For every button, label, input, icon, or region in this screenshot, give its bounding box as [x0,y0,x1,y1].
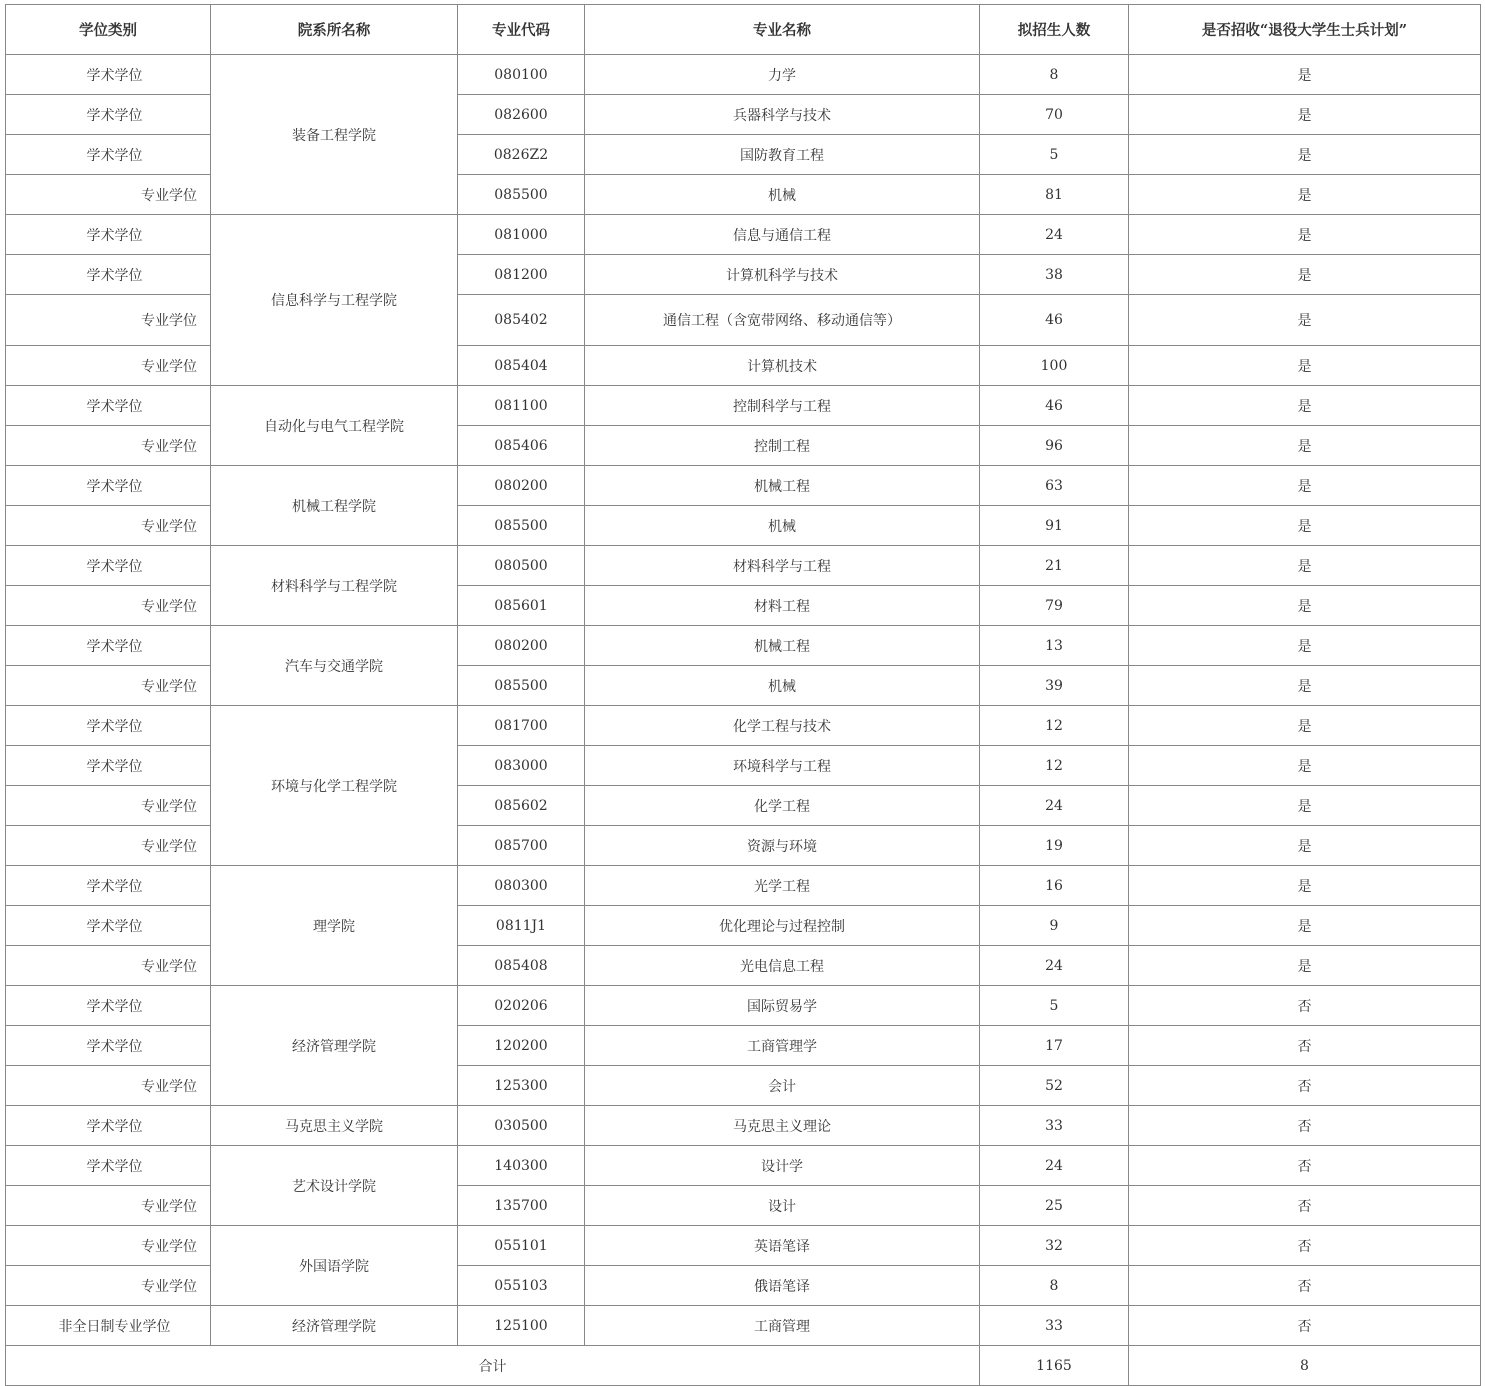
degree-type-cell [6,1306,211,1346]
degree-type-label: 非全日制专业学位 [58,1318,171,1335]
admissions-table-container [5,4,1481,1386]
planned-enrollment-cell: 81 [980,175,1129,215]
major-name-cell: 国际贸易学 [585,986,980,1026]
table-row [6,986,1481,1026]
degree-type-cell [6,986,211,1026]
degree-type-label: 专业学位 [141,1078,197,1095]
major-name-cell: 控制科学与工程 [585,386,980,426]
veteran-plan-cell: 是 [1129,946,1481,986]
planned-enrollment-cell: 100 [980,346,1129,386]
degree-type-cell [6,786,211,826]
planned-enrollment-cell: 12 [980,746,1129,786]
degree-type-label: 学术学位 [86,998,143,1015]
major-code-cell: 085408 [458,946,585,986]
degree-type-cell [6,426,211,466]
degree-type-cell [6,55,211,95]
table-row [6,386,1481,426]
major-name-cell: 机械工程 [585,466,980,506]
major-name-cell: 信息与通信工程 [585,215,980,255]
degree-type-label: 专业学位 [141,678,197,695]
planned-enrollment-cell: 24 [980,946,1129,986]
degree-type-label: 专业学位 [141,1238,197,1255]
total-count: 1165 [980,1346,1129,1386]
degree-type-cell [6,1226,211,1266]
veteran-plan-cell: 是 [1129,426,1481,466]
degree-type-label: 学术学位 [86,1038,143,1055]
major-code-cell: 085500 [458,175,585,215]
veteran-plan-cell: 否 [1129,1106,1481,1146]
major-name-cell: 控制工程 [585,426,980,466]
veteran-plan-cell: 否 [1129,1026,1481,1066]
veteran-plan-cell: 否 [1129,1226,1481,1266]
college-cell: 理学院 [211,866,458,986]
college-cell: 装备工程学院 [211,55,458,215]
major-name-cell: 光电信息工程 [585,946,980,986]
planned-enrollment-cell: 32 [980,1226,1129,1266]
degree-type-label: 学术学位 [86,878,143,895]
degree-type-label: 学术学位 [86,267,143,284]
major-name-cell: 机械 [585,506,980,546]
major-name-cell: 工商管理 [585,1306,980,1346]
major-code-cell: 081200 [458,255,585,295]
major-code-cell: 081000 [458,215,585,255]
degree-type-cell [6,586,211,626]
college-cell: 自动化与电气工程学院 [211,386,458,466]
degree-type-cell [6,506,211,546]
major-name-cell: 光学工程 [585,866,980,906]
major-code-cell: 080300 [458,866,585,906]
planned-enrollment-cell: 63 [980,466,1129,506]
table-row [6,706,1481,746]
table-row [6,215,1481,255]
planned-enrollment-cell: 38 [980,255,1129,295]
header-major-name: 专业名称 [585,5,980,55]
planned-enrollment-cell: 33 [980,1306,1129,1346]
planned-enrollment-cell: 46 [980,295,1129,346]
degree-type-label: 学术学位 [86,558,143,575]
degree-type-label: 学术学位 [86,638,143,655]
college-cell: 艺术设计学院 [211,1146,458,1226]
veteran-plan-cell: 是 [1129,135,1481,175]
degree-type-cell [6,1146,211,1186]
total-row [6,1346,1481,1386]
major-name-cell: 通信工程（含宽带网络、移动通信等） [585,295,980,346]
veteran-plan-cell: 否 [1129,1146,1481,1186]
veteran-plan-cell: 否 [1129,1186,1481,1226]
major-code-cell: 085700 [458,826,585,866]
degree-type-cell [6,1106,211,1146]
major-code-cell: 081700 [458,706,585,746]
veteran-plan-cell: 是 [1129,866,1481,906]
table-row [6,1306,1481,1346]
degree-type-cell [6,1266,211,1306]
college-cell: 材料科学与工程学院 [211,546,458,626]
major-code-cell: 085406 [458,426,585,466]
planned-enrollment-cell: 17 [980,1026,1129,1066]
major-code-cell: 140300 [458,1146,585,1186]
degree-type-label: 专业学位 [141,598,197,615]
major-code-cell: 082600 [458,95,585,135]
degree-type-cell [6,666,211,706]
table-row [6,1146,1481,1186]
major-name-cell: 计算机科学与技术 [585,255,980,295]
major-code-cell: 085601 [458,586,585,626]
major-code-cell: 120200 [458,1026,585,1066]
degree-type-label: 学术学位 [86,147,143,164]
college-cell: 经济管理学院 [211,986,458,1106]
degree-type-label: 专业学位 [141,358,197,375]
major-name-cell: 资源与环境 [585,826,980,866]
degree-type-label: 专业学位 [141,438,197,455]
table-row [6,866,1481,906]
veteran-plan-cell: 是 [1129,386,1481,426]
veteran-plan-cell: 是 [1129,746,1481,786]
table-body [6,55,1481,1346]
degree-type-cell [6,95,211,135]
total-veteran: 8 [1129,1346,1481,1386]
veteran-plan-cell: 是 [1129,255,1481,295]
veteran-plan-cell: 是 [1129,706,1481,746]
degree-type-cell [6,946,211,986]
major-code-cell: 080500 [458,546,585,586]
planned-enrollment-cell: 46 [980,386,1129,426]
major-name-cell: 材料工程 [585,586,980,626]
major-code-cell: 081100 [458,386,585,426]
major-name-cell: 机械 [585,175,980,215]
veteran-plan-cell: 是 [1129,506,1481,546]
major-name-cell: 俄语笔译 [585,1266,980,1306]
degree-type-cell [6,295,211,346]
veteran-plan-cell: 是 [1129,586,1481,626]
major-name-cell: 设计 [585,1186,980,1226]
header-major-code: 专业代码 [458,5,585,55]
major-code-cell: 030500 [458,1106,585,1146]
degree-type-cell [6,746,211,786]
table-row [6,466,1481,506]
degree-type-cell [6,826,211,866]
major-name-cell: 环境科学与工程 [585,746,980,786]
planned-enrollment-cell: 91 [980,506,1129,546]
college-cell: 机械工程学院 [211,466,458,546]
degree-type-label: 学术学位 [86,227,143,244]
major-name-cell: 化学工程与技术 [585,706,980,746]
planned-enrollment-cell: 33 [980,1106,1129,1146]
veteran-plan-cell: 否 [1129,1266,1481,1306]
veteran-plan-cell: 是 [1129,626,1481,666]
degree-type-cell [6,1186,211,1226]
planned-enrollment-cell: 19 [980,826,1129,866]
major-name-cell: 化学工程 [585,786,980,826]
degree-type-label: 专业学位 [141,518,197,535]
college-cell: 外国语学院 [211,1226,458,1306]
major-name-cell: 会计 [585,1066,980,1106]
veteran-plan-cell: 是 [1129,55,1481,95]
planned-enrollment-cell: 52 [980,1066,1129,1106]
degree-type-label: 学术学位 [86,1158,143,1175]
degree-type-label: 专业学位 [141,1198,197,1215]
major-code-cell: 080200 [458,626,585,666]
degree-type-label: 学术学位 [86,918,143,935]
major-name-cell: 英语笔译 [585,1226,980,1266]
planned-enrollment-cell: 70 [980,95,1129,135]
major-code-cell: 085602 [458,786,585,826]
veteran-plan-cell: 否 [1129,986,1481,1026]
degree-type-cell [6,175,211,215]
header-planned-enrollment: 拟招生人数 [980,5,1129,55]
planned-enrollment-cell: 96 [980,426,1129,466]
planned-enrollment-cell: 13 [980,626,1129,666]
major-code-cell: 085402 [458,295,585,346]
planned-enrollment-cell: 5 [980,135,1129,175]
degree-type-cell [6,466,211,506]
table-footer [6,1346,1481,1386]
degree-type-label: 学术学位 [86,478,143,495]
degree-type-label: 专业学位 [141,313,197,329]
veteran-plan-cell: 否 [1129,1306,1481,1346]
major-code-cell: 080100 [458,55,585,95]
planned-enrollment-cell: 25 [980,1186,1129,1226]
total-label: 合计 [6,1346,980,1386]
college-cell: 经济管理学院 [211,1306,458,1346]
major-code-cell: 125100 [458,1306,585,1346]
planned-enrollment-cell: 16 [980,866,1129,906]
veteran-plan-cell: 是 [1129,826,1481,866]
degree-type-label: 专业学位 [141,798,197,815]
degree-type-label: 学术学位 [86,758,143,775]
header-veteran-plan: 是否招收“退役大学生士兵计划” [1129,5,1481,55]
major-code-cell: 055103 [458,1266,585,1306]
major-code-cell: 083000 [458,746,585,786]
degree-type-cell [6,346,211,386]
degree-type-cell [6,546,211,586]
degree-type-label: 学术学位 [86,718,143,735]
major-code-cell: 055101 [458,1226,585,1266]
major-code-cell: 085500 [458,506,585,546]
planned-enrollment-cell: 8 [980,1266,1129,1306]
major-code-cell: 085404 [458,346,585,386]
major-name-cell: 机械 [585,666,980,706]
degree-type-cell [6,1026,211,1066]
planned-enrollment-cell: 21 [980,546,1129,586]
admissions-table [5,4,1481,1386]
veteran-plan-cell: 是 [1129,346,1481,386]
major-name-cell: 马克思主义理论 [585,1106,980,1146]
major-code-cell: 085500 [458,666,585,706]
degree-type-label: 学术学位 [86,107,143,124]
degree-type-label: 学术学位 [86,67,143,84]
table-row [6,55,1481,95]
degree-type-cell [6,386,211,426]
degree-type-cell [6,255,211,295]
veteran-plan-cell: 是 [1129,95,1481,135]
major-name-cell: 优化理论与过程控制 [585,906,980,946]
header-row [6,5,1481,55]
major-name-cell: 计算机技术 [585,346,980,386]
planned-enrollment-cell: 5 [980,986,1129,1026]
college-cell: 汽车与交通学院 [211,626,458,706]
degree-type-label: 专业学位 [141,958,197,975]
planned-enrollment-cell: 8 [980,55,1129,95]
major-name-cell: 材料科学与工程 [585,546,980,586]
major-code-cell: 0826Z2 [458,135,585,175]
degree-type-cell [6,706,211,746]
planned-enrollment-cell: 24 [980,1146,1129,1186]
table-row [6,626,1481,666]
veteran-plan-cell: 是 [1129,175,1481,215]
degree-type-label: 专业学位 [141,838,197,855]
major-name-cell: 设计学 [585,1146,980,1186]
planned-enrollment-cell: 79 [980,586,1129,626]
planned-enrollment-cell: 24 [980,786,1129,826]
major-name-cell: 力学 [585,55,980,95]
table-row [6,1106,1481,1146]
veteran-plan-cell: 是 [1129,215,1481,255]
major-code-cell: 020206 [458,986,585,1026]
college-cell: 环境与化学工程学院 [211,706,458,866]
degree-type-cell [6,866,211,906]
table-header [6,5,1481,55]
degree-type-label: 学术学位 [86,1118,143,1135]
veteran-plan-cell: 是 [1129,546,1481,586]
major-code-cell: 135700 [458,1186,585,1226]
degree-type-cell [6,906,211,946]
header-college: 院系所名称 [211,5,458,55]
veteran-plan-cell: 是 [1129,906,1481,946]
degree-type-label: 专业学位 [141,1278,197,1295]
veteran-plan-cell: 是 [1129,786,1481,826]
header-degree-type: 学位类别 [6,5,211,55]
major-name-cell: 国防教育工程 [585,135,980,175]
veteran-plan-cell: 是 [1129,466,1481,506]
degree-type-label: 学术学位 [86,398,143,415]
college-cell: 马克思主义学院 [211,1106,458,1146]
degree-type-cell [6,215,211,255]
degree-type-cell [6,626,211,666]
table-row [6,546,1481,586]
veteran-plan-cell: 否 [1129,1066,1481,1106]
planned-enrollment-cell: 24 [980,215,1129,255]
planned-enrollment-cell: 39 [980,666,1129,706]
major-code-cell: 0811J1 [458,906,585,946]
degree-type-label: 专业学位 [141,187,197,204]
degree-type-cell [6,1066,211,1106]
major-name-cell: 兵器科学与技术 [585,95,980,135]
planned-enrollment-cell: 12 [980,706,1129,746]
major-name-cell: 工商管理学 [585,1026,980,1066]
table-row [6,1226,1481,1266]
veteran-plan-cell: 是 [1129,666,1481,706]
major-code-cell: 080200 [458,466,585,506]
degree-type-cell [6,135,211,175]
planned-enrollment-cell: 9 [980,906,1129,946]
veteran-plan-cell: 是 [1129,295,1481,346]
college-cell: 信息科学与工程学院 [211,215,458,386]
major-code-cell: 125300 [458,1066,585,1106]
major-name-cell: 机械工程 [585,626,980,666]
